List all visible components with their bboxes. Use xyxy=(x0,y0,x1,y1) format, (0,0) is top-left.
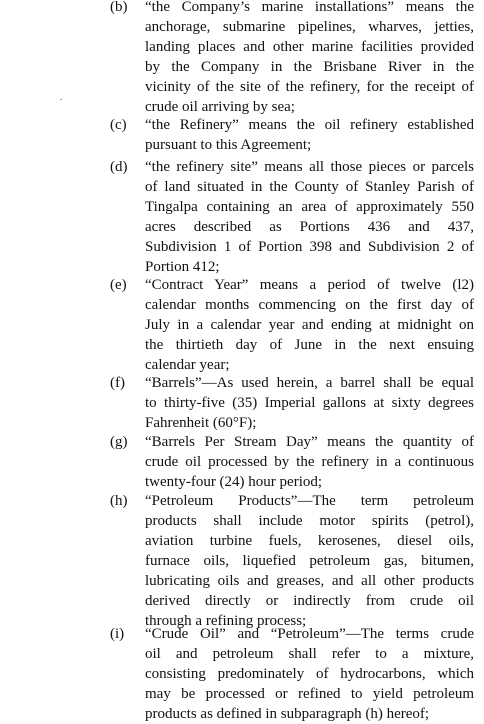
clause-line: to thirty-five (35) Imperial gallons at sixty degrees xyxy=(145,395,474,411)
clause-line: the thirtieth day of June in the next ensuing xyxy=(145,337,474,353)
clause-label: (d) xyxy=(110,159,128,175)
clause-line: products as defined in subparagraph (h) hereof; xyxy=(145,706,430,722)
clause-line: July in a calendar year and ending at midnight on xyxy=(145,317,474,333)
clause-line: through a refining process; xyxy=(145,613,307,629)
clause-line: “the Refinery” means the oil refinery established xyxy=(145,117,474,133)
clause-line: pursuant to this Agreement; xyxy=(145,137,312,153)
clause-line: crude oil processed by the refinery in a continuous xyxy=(145,454,474,470)
clause-line: “the refinery site” means all those pieces or parcels xyxy=(145,159,474,175)
clause-line: Tingalpa containing an area of approximately 550 xyxy=(145,199,474,215)
clause-line: furnace oils, liquefied petroleum gas, bitumen, xyxy=(145,553,474,569)
clause-line: Portion 412; xyxy=(145,259,220,275)
clause-text xyxy=(145,432,474,492)
clause-line: “Contract Year” means a period of twelve (l2) xyxy=(145,277,474,293)
clause-line: products shall include motor spirits (petrol), xyxy=(145,513,474,529)
clause-label: (g) xyxy=(110,434,128,450)
clause-line: “Barrels Per Stream Day” means the quantity of xyxy=(145,434,474,450)
clause-line: “Barrels”—As used herein, a barrel shall be equal xyxy=(145,375,474,391)
scan-mark xyxy=(60,99,62,100)
clause-line: oil and petroleum shall refer to a mixture, xyxy=(145,646,474,662)
clause-text xyxy=(145,624,474,724)
clause-text xyxy=(145,157,474,277)
clause-label: (b) xyxy=(110,0,128,15)
clause-label: (c) xyxy=(110,117,127,133)
clause-line: anchorage, submarine pipelines, wharves, jetties, xyxy=(145,19,474,35)
clause-line: by the Company in the Brisbane River in the xyxy=(145,59,474,75)
clause-line: of land situated in the County of Stanley Parish of xyxy=(145,179,474,195)
clause-label: (h) xyxy=(110,493,128,509)
clause-line: vicinity of the site of the refinery, for the receipt of xyxy=(145,79,474,95)
clause-line: may be processed or refined to yield petroleum xyxy=(145,686,474,702)
clause-line: Subdivision 1 of Portion 398 and Subdivision 2 of xyxy=(145,239,474,255)
clause-line: “the Company’s marine installations” means the xyxy=(145,0,474,15)
clause-text xyxy=(145,491,474,631)
clause-line: calendar year; xyxy=(145,357,230,373)
clause-text xyxy=(145,0,474,117)
clause-line: lubricating oils and greases, and all other products xyxy=(145,573,474,589)
clause-line: crude oil arriving by sea; xyxy=(145,99,295,115)
clause-line: “Petroleum Products”—The term petroleum xyxy=(145,493,474,509)
clause-line: landing places and other marine facilities provided xyxy=(145,39,474,55)
clause-line: twenty-four (24) hour period; xyxy=(145,474,323,490)
clause-line: acres described as Portions 436 and 437, xyxy=(145,219,474,235)
clause-line: “Crude Oil” and “Petroleum”—The terms crude xyxy=(145,626,474,642)
clause-label: (i) xyxy=(110,626,125,642)
clause-label: (e) xyxy=(110,277,127,293)
clause-line: calendar months commencing on the first day of xyxy=(145,297,474,313)
clause-label: (f) xyxy=(110,375,125,391)
clause-line: aviation turbine fuels, kerosenes, diesel oils, xyxy=(145,533,474,549)
clause-text xyxy=(145,275,474,375)
clause-line: Fahrenheit (60°F); xyxy=(145,415,257,431)
clause-text xyxy=(145,115,474,155)
clause-text xyxy=(145,373,474,433)
clause-line: derived directly or indirectly from crude oil xyxy=(145,593,474,609)
clause-line: consisting predominately of hydrocarbons, which xyxy=(145,666,474,682)
